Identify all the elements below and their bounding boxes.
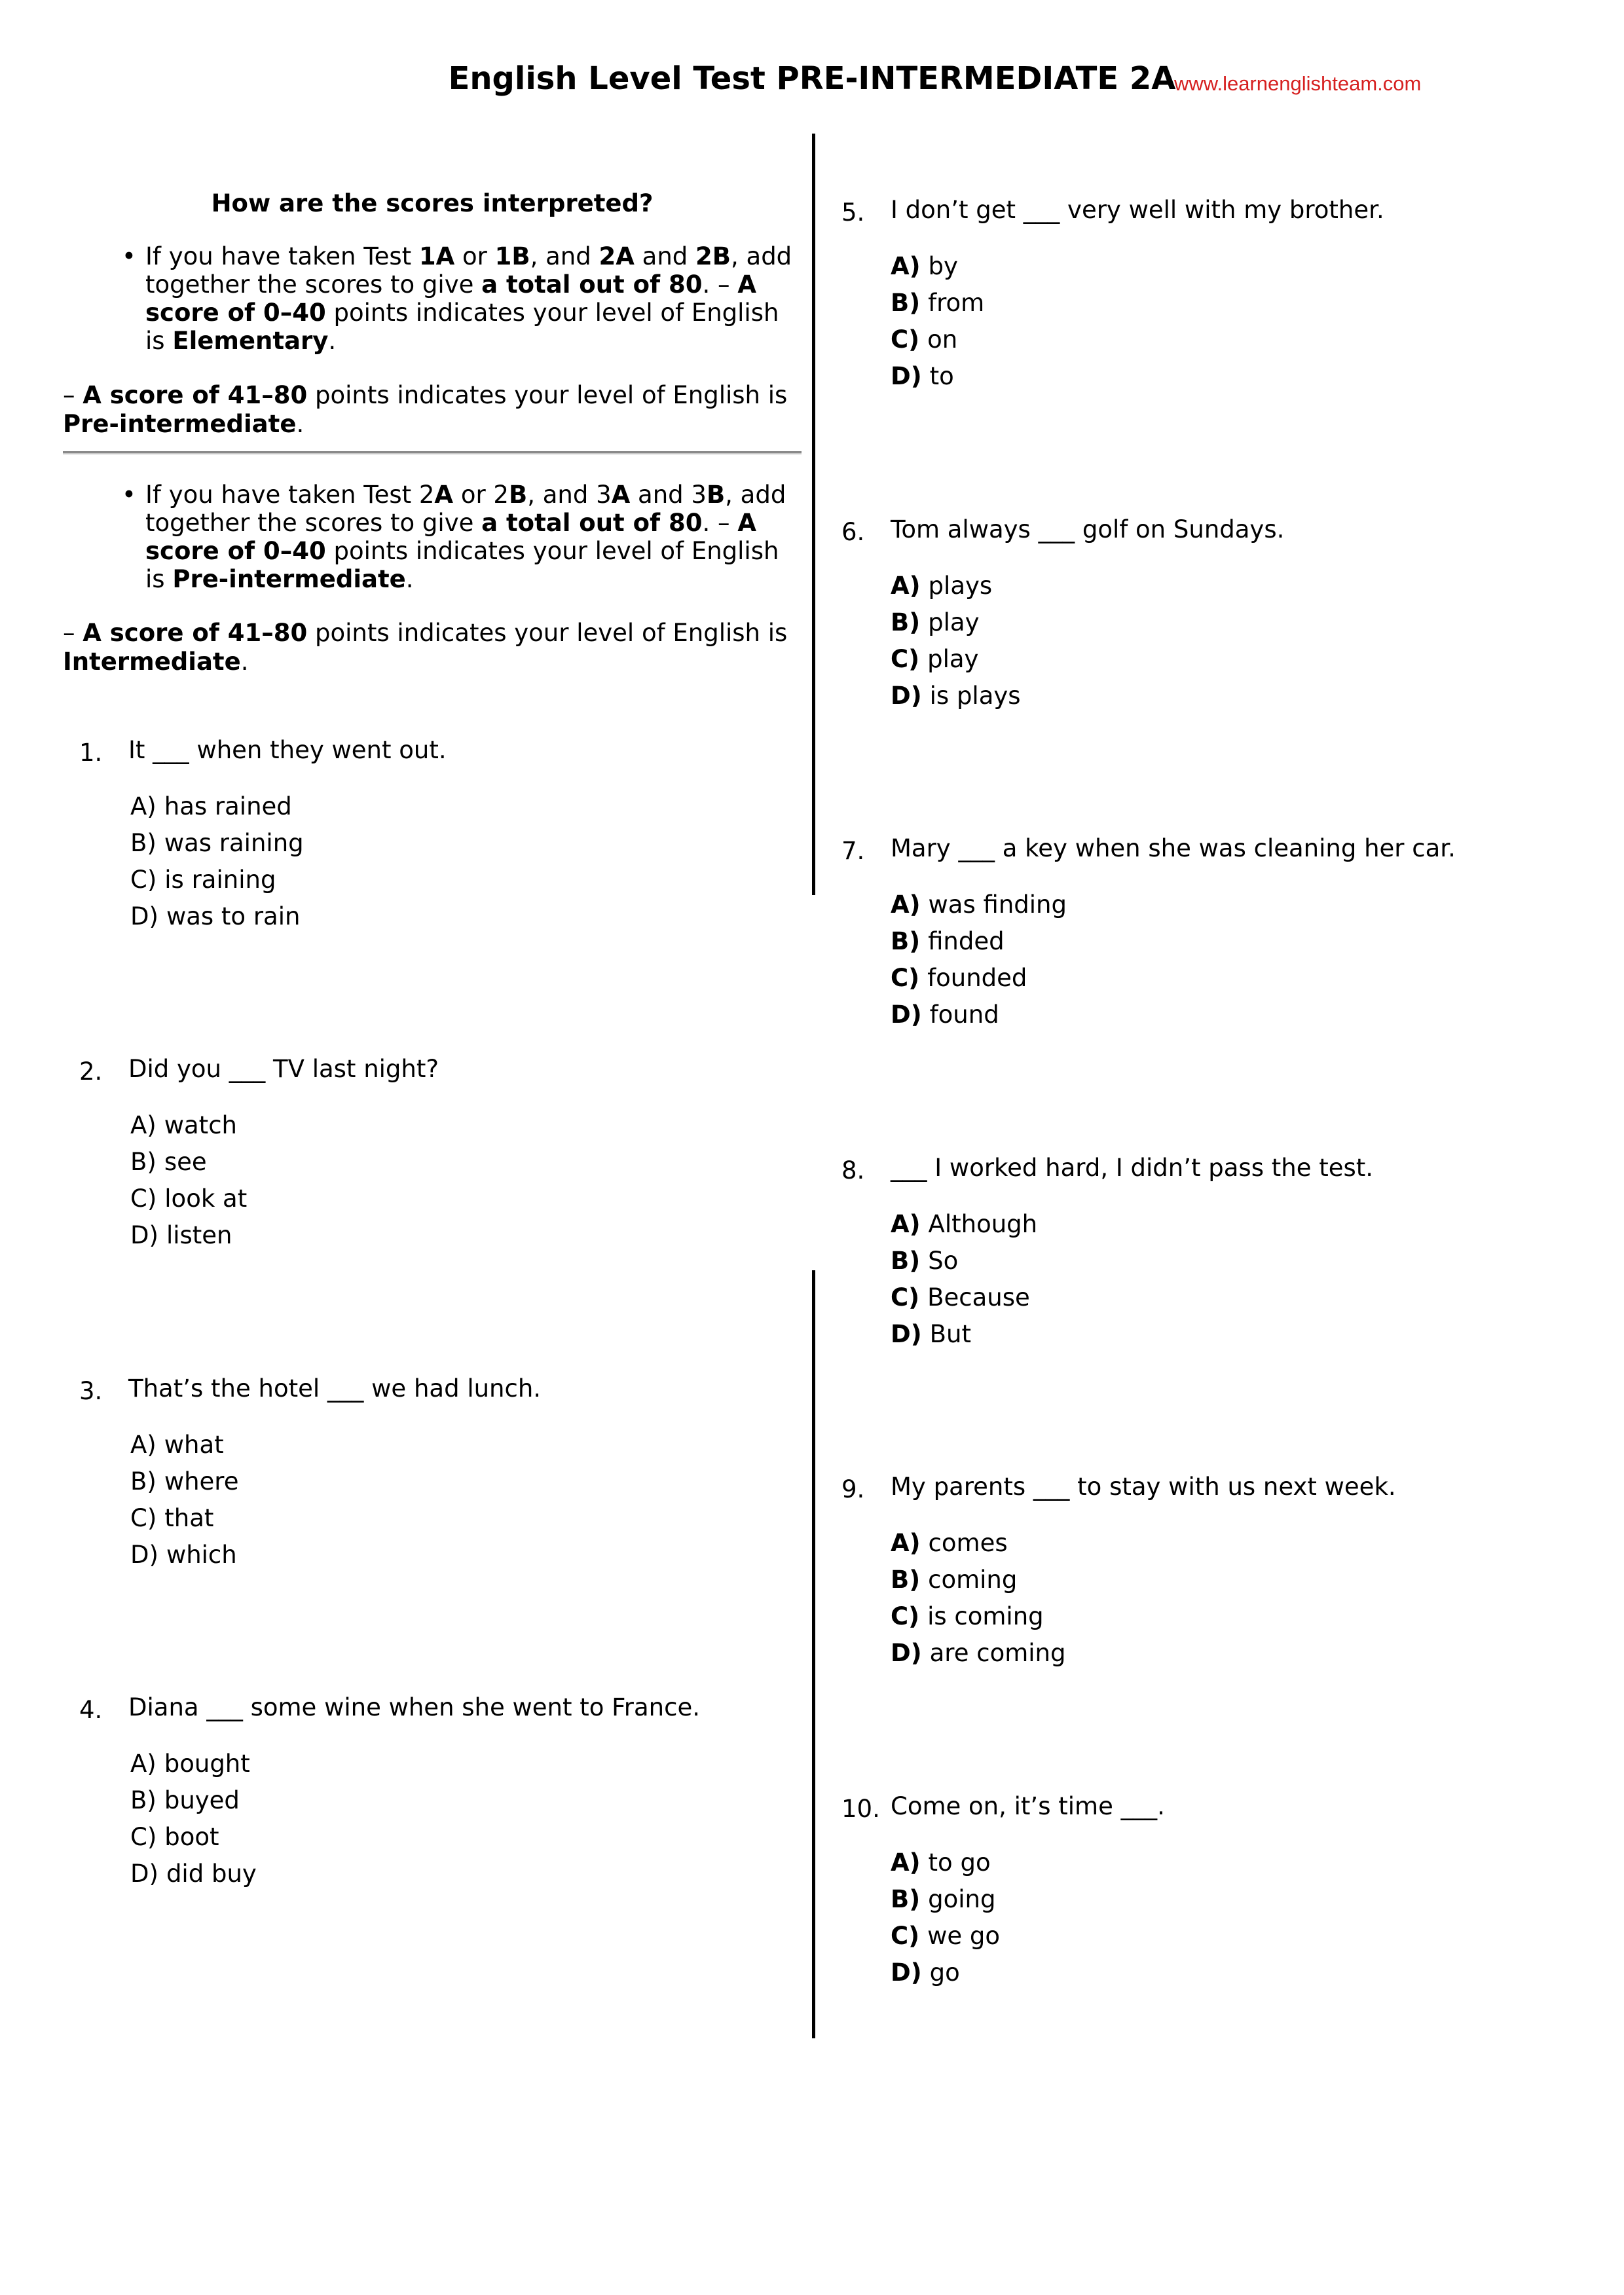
question-number: 6. xyxy=(841,518,865,546)
answer-option[interactable]: C) is raining xyxy=(130,866,276,894)
question-stem: ___ I worked hard, I didn’t pass the test. xyxy=(891,1154,1374,1182)
answer-option[interactable]: C) that xyxy=(130,1504,214,1532)
question-stem: My parents ___ to stay with us next week. xyxy=(891,1473,1396,1501)
answer-option[interactable]: D) which xyxy=(130,1541,237,1569)
answer-option[interactable]: A) has rained xyxy=(130,792,292,820)
answer-option[interactable]: B) see xyxy=(130,1148,207,1176)
answer-option[interactable]: B) coming xyxy=(891,1566,1018,1594)
answer-option[interactable]: C) on xyxy=(891,325,958,354)
answer-option[interactable]: D) But xyxy=(891,1320,971,1348)
bullet-line: together the scores to give a total out of 80. – A xyxy=(145,509,756,537)
column-divider-bottom xyxy=(812,1270,815,2038)
score-note-2: – A score of 41–80 points indicates your level of English is Intermediate. xyxy=(63,619,788,676)
answer-option[interactable]: B) play xyxy=(891,608,980,636)
answer-option[interactable]: A) to go xyxy=(891,1848,991,1877)
question-stem: Diana ___ some wine when she went to France. xyxy=(128,1693,700,1721)
answer-option[interactable]: B) going xyxy=(891,1885,996,1913)
answer-option[interactable]: C) boot xyxy=(130,1823,219,1851)
answer-option[interactable]: D) found xyxy=(891,1001,999,1029)
bullet-dot: • xyxy=(122,481,136,509)
answer-option[interactable]: D) did buy xyxy=(130,1860,257,1888)
answer-option[interactable]: A) plays xyxy=(891,572,993,600)
question-number: 7. xyxy=(841,837,865,865)
answer-option[interactable]: D) are coming xyxy=(891,1639,1066,1667)
bullet-dot: • xyxy=(122,242,136,270)
question-number: 4. xyxy=(79,1696,103,1724)
question-number: 1. xyxy=(79,739,103,767)
bullet-line: score of 0–40 points indicates your level of English xyxy=(145,299,779,327)
question-number: 8. xyxy=(841,1156,865,1184)
question-number: 3. xyxy=(79,1377,103,1405)
answer-option[interactable]: B) where xyxy=(130,1467,239,1496)
bullet-line: is Elementary. xyxy=(145,327,337,355)
question-stem: Come on, it’s time ___. xyxy=(891,1792,1165,1820)
section-divider xyxy=(63,451,802,454)
question-stem: Did you ___ TV last night? xyxy=(128,1055,439,1083)
answer-option[interactable]: C) we go xyxy=(891,1922,1000,1950)
answer-option[interactable]: C) look at xyxy=(130,1184,248,1213)
answer-option[interactable]: B) buyed xyxy=(130,1786,240,1814)
answer-option[interactable]: A) comes xyxy=(891,1529,1008,1557)
answer-option[interactable]: A) by xyxy=(891,252,958,280)
site-watermark: www.learnenglishteam.com xyxy=(1174,72,1422,95)
answer-option[interactable]: C) founded xyxy=(891,964,1027,992)
question-number: 5. xyxy=(841,198,865,227)
bullet-line: score of 0–40 points indicates your level of English xyxy=(145,537,779,565)
answer-option[interactable]: B) was raining xyxy=(130,829,304,857)
answer-option[interactable]: A) was finding xyxy=(891,890,1067,919)
answer-option[interactable]: A) what xyxy=(130,1431,224,1459)
question-number: 10. xyxy=(841,1795,880,1823)
page-title: English Level Test PRE-INTERMEDIATE 2A xyxy=(448,60,1176,97)
question-stem: Tom always ___ golf on Sundays. xyxy=(891,515,1285,543)
question-stem: That’s the hotel ___ we had lunch. xyxy=(128,1374,542,1403)
answer-option[interactable]: D) go xyxy=(891,1958,960,1987)
scores-heading: How are the scores interpreted? xyxy=(211,189,654,217)
question-number: 2. xyxy=(79,1057,103,1086)
answer-option[interactable]: B) from xyxy=(891,289,985,317)
answer-option[interactable]: A) bought xyxy=(130,1750,250,1778)
bullet-line: is Pre-intermediate. xyxy=(145,565,414,593)
answer-option[interactable]: A) Although xyxy=(891,1210,1038,1238)
answer-option[interactable]: A) watch xyxy=(130,1111,237,1139)
answer-option[interactable]: C) is coming xyxy=(891,1602,1044,1630)
answer-option[interactable]: C) play xyxy=(891,645,979,673)
score-note-1: – A score of 41–80 points indicates your level of English is Pre-intermediate. xyxy=(63,381,788,438)
question-number: 9. xyxy=(841,1475,865,1503)
bullet-line: together the scores to give a total out of 80. – A xyxy=(145,270,756,299)
column-divider-top xyxy=(812,134,815,895)
question-stem: Mary ___ a key when she was cleaning her car. xyxy=(891,834,1456,862)
answer-option[interactable]: D) is plays xyxy=(891,682,1021,710)
question-stem: It ___ when they went out. xyxy=(128,736,447,764)
answer-option[interactable]: D) was to rain xyxy=(130,902,301,930)
question-stem: I don’t get ___ very well with my brother. xyxy=(891,196,1384,224)
bullet-line: If you have taken Test 1A or 1B, and 2A and 2B, add xyxy=(145,242,792,270)
answer-option[interactable]: C) Because xyxy=(891,1283,1030,1312)
answer-option[interactable]: B) So xyxy=(891,1247,959,1275)
answer-option[interactable]: D) to xyxy=(891,362,954,390)
bullet-line: If you have taken Test 2A or 2B, and 3A and 3B, add xyxy=(145,481,786,509)
answer-option[interactable]: D) listen xyxy=(130,1221,232,1249)
answer-option[interactable]: B) finded xyxy=(891,927,1005,955)
